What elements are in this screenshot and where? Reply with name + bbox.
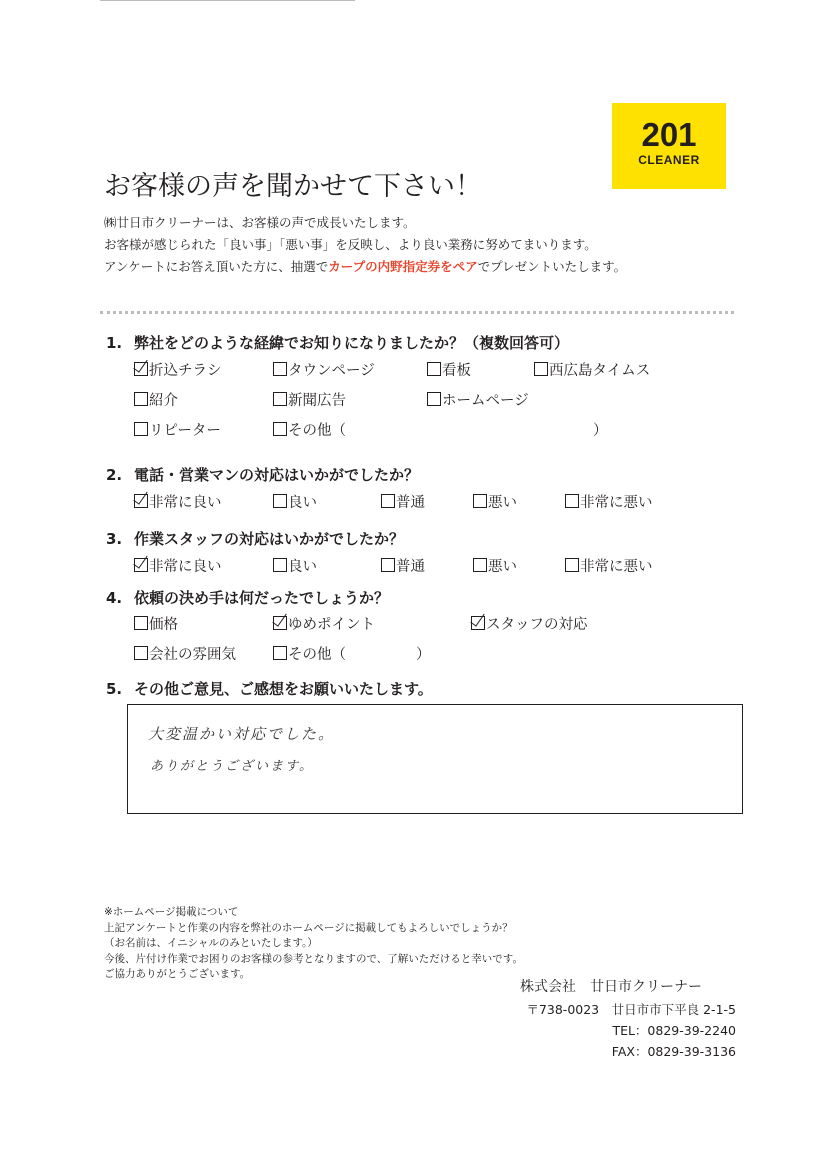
q2-option-very-good[interactable]	[134, 494, 222, 512]
scan-edge-line	[100, 0, 355, 1]
q4-option-atmosphere[interactable]	[134, 646, 236, 664]
q1-option-homepage[interactable]	[427, 392, 529, 410]
question-1-text: 弊社をどのような経緯でお知りになりましたか？（複数回答可）	[134, 334, 570, 352]
note-line-4: 今後、片付け作業でお困りのお客様の参考となりますので、了解いただけると幸いです。	[104, 952, 523, 965]
note-line-3: （お名前は、イニシャルのみといたします。）	[104, 937, 318, 949]
question-1	[106, 332, 569, 353]
q4-label-price: 価格	[149, 617, 178, 633]
q3-option-bad[interactable]	[473, 558, 517, 576]
q2-label-good: 良い	[288, 495, 317, 511]
company-address: 〒738-0023 廿日市市下平良 2-1-5	[526, 1002, 736, 1017]
q1-checkbox-repeater[interactable]	[134, 422, 148, 436]
homepage-note	[104, 905, 523, 983]
intro-line-1: ㈱廿日市クリーナーは、お客様の声で成長いたします。	[104, 215, 416, 230]
q1-label-homepage: ホームページ	[442, 393, 529, 409]
question-3-number: 3.	[106, 530, 123, 548]
company-fax: FAX：0829-39-3136	[611, 1044, 736, 1059]
q1-checkbox-signboard[interactable]	[427, 362, 441, 376]
question-5-number: 5.	[106, 680, 123, 698]
q3-checkbox-good[interactable]	[273, 558, 287, 572]
q1-checkbox-referral[interactable]	[134, 392, 148, 406]
q4-option-yume-point[interactable]	[273, 616, 375, 634]
q4-checkbox-yume-point[interactable]	[273, 616, 287, 630]
q1-label-other: その他（	[288, 423, 346, 439]
q1-option-newspaper[interactable]	[273, 392, 346, 410]
q3-checkbox-very-bad[interactable]	[565, 558, 579, 572]
q1-label-times: 西広島タイムス	[549, 363, 651, 379]
q4-option-other[interactable]	[273, 646, 346, 664]
q1-checkbox-other[interactable]	[273, 422, 287, 436]
handwritten-line-2: ありがとうございます。	[150, 759, 314, 774]
q3-checkbox-very-good[interactable]	[134, 558, 148, 572]
q2-option-average[interactable]	[381, 494, 425, 512]
q2-option-very-bad[interactable]	[565, 494, 653, 512]
q1-option-signboard[interactable]	[427, 362, 471, 380]
q2-checkbox-very-good[interactable]	[134, 494, 148, 508]
q4-label-yume-point: ゆめポイント	[288, 617, 375, 633]
intro-text	[104, 212, 626, 278]
q1-option-flyer[interactable]	[134, 362, 222, 380]
q3-label-bad: 悪い	[488, 559, 517, 575]
question-3	[106, 528, 404, 549]
note-line-2: 上記アンケートと作業の内容を弊社のホームページに掲載してもよろしいでしょうか？	[104, 921, 513, 934]
q1-label-townpage: タウンページ	[288, 363, 375, 379]
q1-label-signboard: 看板	[442, 363, 471, 379]
logo-word: CLEANER	[638, 153, 700, 167]
q4-label-atmosphere: 会社の雰囲気	[149, 647, 236, 663]
company-logo	[612, 103, 726, 189]
q3-option-good[interactable]	[273, 558, 317, 576]
q1-option-townpage[interactable]	[273, 362, 375, 380]
handwritten-line-1: 大変温かい対応でした。	[148, 725, 336, 743]
question-2-text: 電話・営業マンの対応はいかがでしたか？	[134, 466, 420, 484]
q1-checkbox-times[interactable]	[534, 362, 548, 376]
q1-other-close-paren: ）	[593, 423, 608, 439]
q3-label-good: 良い	[288, 559, 317, 575]
dotted-divider	[100, 311, 734, 314]
company-tel: TEL：0829-39-2240	[612, 1023, 736, 1038]
q1-label-newspaper: 新聞広告	[288, 393, 346, 409]
q1-option-times[interactable]	[534, 362, 650, 380]
comment-box[interactable]	[127, 704, 743, 814]
q1-checkbox-homepage[interactable]	[427, 392, 441, 406]
question-3-text: 作業スタッフの対応はいかがでしたか？	[134, 530, 405, 548]
q1-option-referral[interactable]	[134, 392, 178, 410]
question-4-number: 4.	[106, 589, 123, 607]
q3-label-average: 普通	[396, 559, 425, 575]
q1-option-other[interactable]	[273, 422, 346, 440]
q2-option-good[interactable]	[273, 494, 317, 512]
q3-checkbox-bad[interactable]	[473, 558, 487, 572]
q2-label-very-good: 非常に良い	[149, 495, 222, 511]
note-line-1: ※ホームページ掲載について	[104, 906, 239, 918]
q3-option-average[interactable]	[381, 558, 425, 576]
q4-other-close-paren: ）	[416, 647, 431, 663]
question-2-number: 2.	[106, 466, 123, 484]
q1-label-repeater: リピーター	[149, 423, 221, 439]
q4-checkbox-other[interactable]	[273, 646, 287, 660]
q1-checkbox-newspaper[interactable]	[273, 392, 287, 406]
q4-checkbox-atmosphere[interactable]	[134, 646, 148, 660]
q2-checkbox-very-bad[interactable]	[565, 494, 579, 508]
logo-number: 201	[641, 116, 697, 153]
question-4	[106, 587, 389, 608]
q1-option-repeater[interactable]	[134, 422, 221, 440]
question-5-text: その他ご意見、ご感想をお願いいたします。	[134, 680, 433, 698]
q1-checkbox-flyer[interactable]	[134, 362, 148, 376]
intro-line-3-pre: アンケートにお答え頂いた方に、抽選で	[104, 259, 329, 274]
question-4-text: 依頼の決め手は何だったでしょうか？	[134, 589, 390, 607]
q2-label-bad: 悪い	[488, 495, 517, 511]
page-title: お客様の声を聞かせて下さい！	[104, 171, 482, 202]
question-2	[106, 464, 419, 485]
q2-checkbox-average[interactable]	[381, 494, 395, 508]
q3-label-very-good: 非常に良い	[149, 559, 222, 575]
q3-label-very-bad: 非常に悪い	[580, 559, 653, 575]
question-5	[106, 678, 433, 699]
q4-checkbox-price[interactable]	[134, 616, 148, 630]
intro-highlight: カープの内野指定券をペア	[328, 259, 478, 274]
q3-option-very-bad[interactable]	[565, 558, 653, 576]
q2-option-bad[interactable]	[473, 494, 517, 512]
q3-checkbox-average[interactable]	[381, 558, 395, 572]
q2-checkbox-good[interactable]	[273, 494, 287, 508]
q4-checkbox-staff[interactable]	[471, 616, 485, 630]
q1-checkbox-townpage[interactable]	[273, 362, 287, 376]
intro-line-2: お客様が感じられた「良い事」「悪い事」を反映し、より良い業務に努めてまいります。	[104, 237, 597, 252]
note-line-5: ご協力ありがとうございます。	[104, 968, 251, 980]
intro-line-3-post: でプレゼントいたします。	[477, 259, 627, 274]
q4-option-price[interactable]	[134, 616, 178, 634]
q2-label-very-bad: 非常に悪い	[580, 495, 653, 511]
q2-label-average: 普通	[396, 495, 425, 511]
q2-checkbox-bad[interactable]	[473, 494, 487, 508]
company-name: 株式会社 廿日市クリーナー	[520, 979, 702, 995]
q4-label-staff: スタッフの対応	[486, 617, 588, 633]
question-1-number: 1.	[106, 334, 123, 352]
q1-label-flyer: 折込チラシ	[149, 363, 222, 379]
q1-label-referral: 紹介	[149, 393, 178, 409]
q3-option-very-good[interactable]	[134, 558, 222, 576]
q4-option-staff[interactable]	[471, 616, 588, 634]
intro-line-3	[104, 256, 626, 278]
q4-label-other: その他（	[288, 647, 346, 663]
